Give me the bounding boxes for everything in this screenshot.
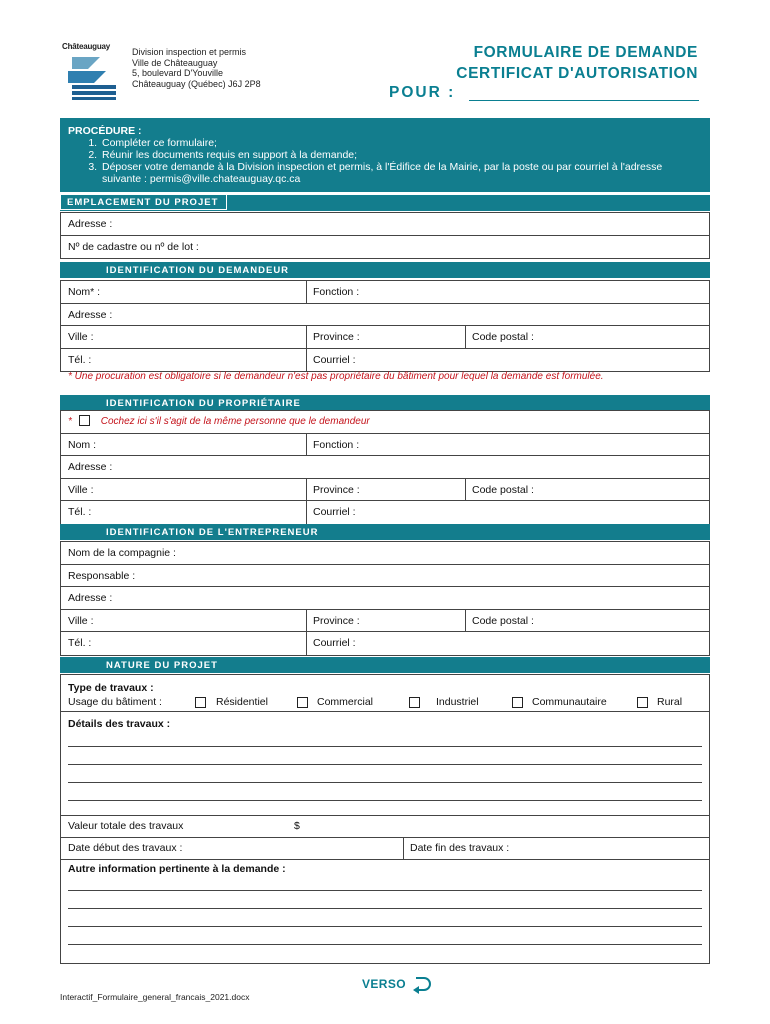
form-row xyxy=(61,456,709,479)
form-subtitle-line: CERTIFICAT D'AUTORISATION xyxy=(456,65,698,82)
divider xyxy=(61,837,709,838)
autre-line[interactable] xyxy=(68,944,702,945)
procedure-box xyxy=(60,118,710,192)
details-line[interactable] xyxy=(68,782,702,783)
pour-label: POUR : xyxy=(389,84,456,101)
form-title xyxy=(456,42,698,84)
checkbox-icon[interactable] xyxy=(637,697,648,708)
usage-option: Résidentiel xyxy=(216,696,268,708)
form-row xyxy=(61,213,709,236)
courriel-field[interactable]: Courriel : xyxy=(313,637,356,649)
form-row xyxy=(61,479,709,502)
nom-field[interactable]: Nom : xyxy=(68,438,97,451)
address-line: Châteauguay (Québec) J6J 2P8 xyxy=(132,78,261,89)
valeur-field[interactable]: Valeur totale des travaux xyxy=(68,820,184,832)
responsable-field[interactable]: Responsable : xyxy=(68,569,136,582)
tel-field[interactable]: Tél. : xyxy=(68,506,92,518)
same-person-label: Cochez ici s'il s'agit de la même personne que le demandeur xyxy=(100,416,370,427)
date-fin-field[interactable]: Date fin des travaux : xyxy=(410,842,510,854)
usage-option: Industriel xyxy=(436,696,479,708)
details-line[interactable] xyxy=(68,746,702,747)
nom-field[interactable]: Nom* : xyxy=(68,286,101,298)
divider xyxy=(403,838,404,859)
procedure-step: 2. Réunir les documents requis en support à la demande; xyxy=(100,149,702,161)
form-row xyxy=(61,304,709,327)
required-star: * xyxy=(68,416,72,427)
code-postal-field[interactable]: Code postal : xyxy=(472,483,534,496)
details-line[interactable] xyxy=(68,800,702,801)
autre-line[interactable] xyxy=(68,890,702,891)
ville-field[interactable]: Ville : xyxy=(68,483,94,496)
adresse-field[interactable]: Adresse : xyxy=(68,308,113,321)
address-line: Division inspection et permis xyxy=(132,47,247,57)
divider xyxy=(61,711,709,712)
checkbox-icon[interactable] xyxy=(409,697,420,708)
form-row xyxy=(61,236,709,259)
form-row xyxy=(61,281,709,304)
courriel-field[interactable]: Courriel : xyxy=(313,353,356,366)
section-bar-emplacement xyxy=(60,195,710,211)
autre-info-label: Autre information pertinente à la demande : xyxy=(68,863,286,875)
usage-label: Usage du bâtiment : xyxy=(68,696,162,708)
fonction-field[interactable]: Fonction : xyxy=(313,286,360,298)
form-row xyxy=(61,542,709,565)
file-name: Interactif_Formulaire_general_francais_2021.docx xyxy=(60,992,250,1002)
procedure-step: 1. Compléter ce formulaire; xyxy=(100,137,702,149)
verso-link[interactable] xyxy=(362,974,432,996)
section-bar-nature xyxy=(60,657,710,673)
procuration-note: * Une procuration est obligatoire si le demandeur n'est pas propriétaire du bâtiment pour lequel la demande est formulée. xyxy=(68,371,604,382)
autre-line[interactable] xyxy=(68,926,702,927)
details-line[interactable] xyxy=(68,764,702,765)
code-postal-field[interactable]: Code postal : xyxy=(472,331,534,343)
same-person-row xyxy=(61,411,709,433)
form-row xyxy=(61,610,709,633)
code-postal-field[interactable]: Code postal : xyxy=(472,614,534,627)
chateauguay-logo xyxy=(62,42,120,102)
usage-option: Commercial xyxy=(317,696,374,708)
fonction-field[interactable]: Fonction : xyxy=(313,438,360,451)
procedure-title: PROCÉDURE : xyxy=(68,125,142,137)
logo-name: Châteauguay xyxy=(62,42,111,51)
courriel-field[interactable]: Courriel : xyxy=(313,506,356,518)
form-row xyxy=(61,632,709,655)
address-line: 5, boulevard D'Youville xyxy=(132,68,223,78)
procedure-step: 3. Déposer votre demande à la Division inspection et permis, à l'Édifice de la Mairie, par la poste ou par courriel à l'adresse suivante : permis@ville.chateauguay.qc.ca xyxy=(100,161,702,185)
adresse-field[interactable]: Adresse : xyxy=(68,461,113,473)
cadastre-field[interactable]: Nº de cadastre ou nº de lot : xyxy=(68,240,199,253)
verso-label: VERSO xyxy=(362,977,407,991)
adresse-field[interactable]: Adresse : xyxy=(68,592,113,604)
ville-field[interactable]: Ville : xyxy=(68,331,94,343)
address-line: Ville de Châteauguay xyxy=(132,57,218,68)
province-field[interactable]: Province : xyxy=(313,614,360,627)
demandeur-grid xyxy=(60,280,710,372)
ville-field[interactable]: Ville : xyxy=(68,614,94,627)
department-address xyxy=(132,47,261,89)
usage-option: Rural xyxy=(657,696,683,708)
entrepreneur-grid xyxy=(60,541,710,656)
details-label: Détails des travaux : xyxy=(68,718,171,730)
proprietaire-grid xyxy=(60,410,710,525)
section-heading: IDENTIFICATION DE L'ENTREPRENEUR xyxy=(100,526,326,539)
date-debut-field[interactable]: Date début des travaux : xyxy=(68,842,183,854)
section-heading: IDENTIFICATION DU PROPRIÉTAIRE xyxy=(100,397,309,410)
logo-mark-icon xyxy=(62,51,118,101)
section-bar-proprietaire xyxy=(60,395,710,411)
section-bar-entrepreneur xyxy=(60,524,710,540)
form-row xyxy=(61,326,709,349)
checkbox-icon[interactable] xyxy=(512,697,523,708)
section-heading: EMPLACEMENT DU PROJET xyxy=(60,194,227,210)
emplacement-grid xyxy=(60,212,710,259)
nature-box xyxy=(60,674,710,964)
province-field[interactable]: Province : xyxy=(313,331,360,343)
form-row xyxy=(61,587,709,610)
section-bar-demandeur xyxy=(60,262,710,278)
pour-input-line[interactable] xyxy=(469,100,699,101)
autre-line[interactable] xyxy=(68,908,702,909)
tel-field[interactable]: Tél. : xyxy=(68,637,92,649)
divider xyxy=(61,859,709,860)
dollar-sign: $ xyxy=(294,820,300,832)
tel-field[interactable]: Tél. : xyxy=(68,353,92,366)
checkbox-icon[interactable] xyxy=(297,697,308,708)
form-row xyxy=(61,434,709,457)
section-heading: IDENTIFICATION DU DEMANDEUR xyxy=(100,264,297,277)
form-row xyxy=(61,501,709,524)
divider xyxy=(61,815,709,816)
form-row xyxy=(61,349,709,372)
compagnie-field[interactable]: Nom de la compagnie : xyxy=(68,547,176,559)
checkbox-icon[interactable] xyxy=(195,697,206,708)
section-heading: NATURE DU PROJET xyxy=(100,659,226,672)
type-travaux-label: Type de travaux : xyxy=(68,682,154,694)
address-field[interactable]: Adresse : xyxy=(68,218,113,230)
checkbox-icon[interactable] xyxy=(79,415,90,426)
verso-arrow-icon xyxy=(410,974,432,996)
usage-option: Communautaire xyxy=(532,696,607,708)
procedure-steps xyxy=(68,137,702,185)
form-title-line: FORMULAIRE DE DEMANDE xyxy=(473,44,698,61)
form-row xyxy=(61,411,709,434)
province-field[interactable]: Province : xyxy=(313,483,360,496)
form-row xyxy=(61,565,709,588)
